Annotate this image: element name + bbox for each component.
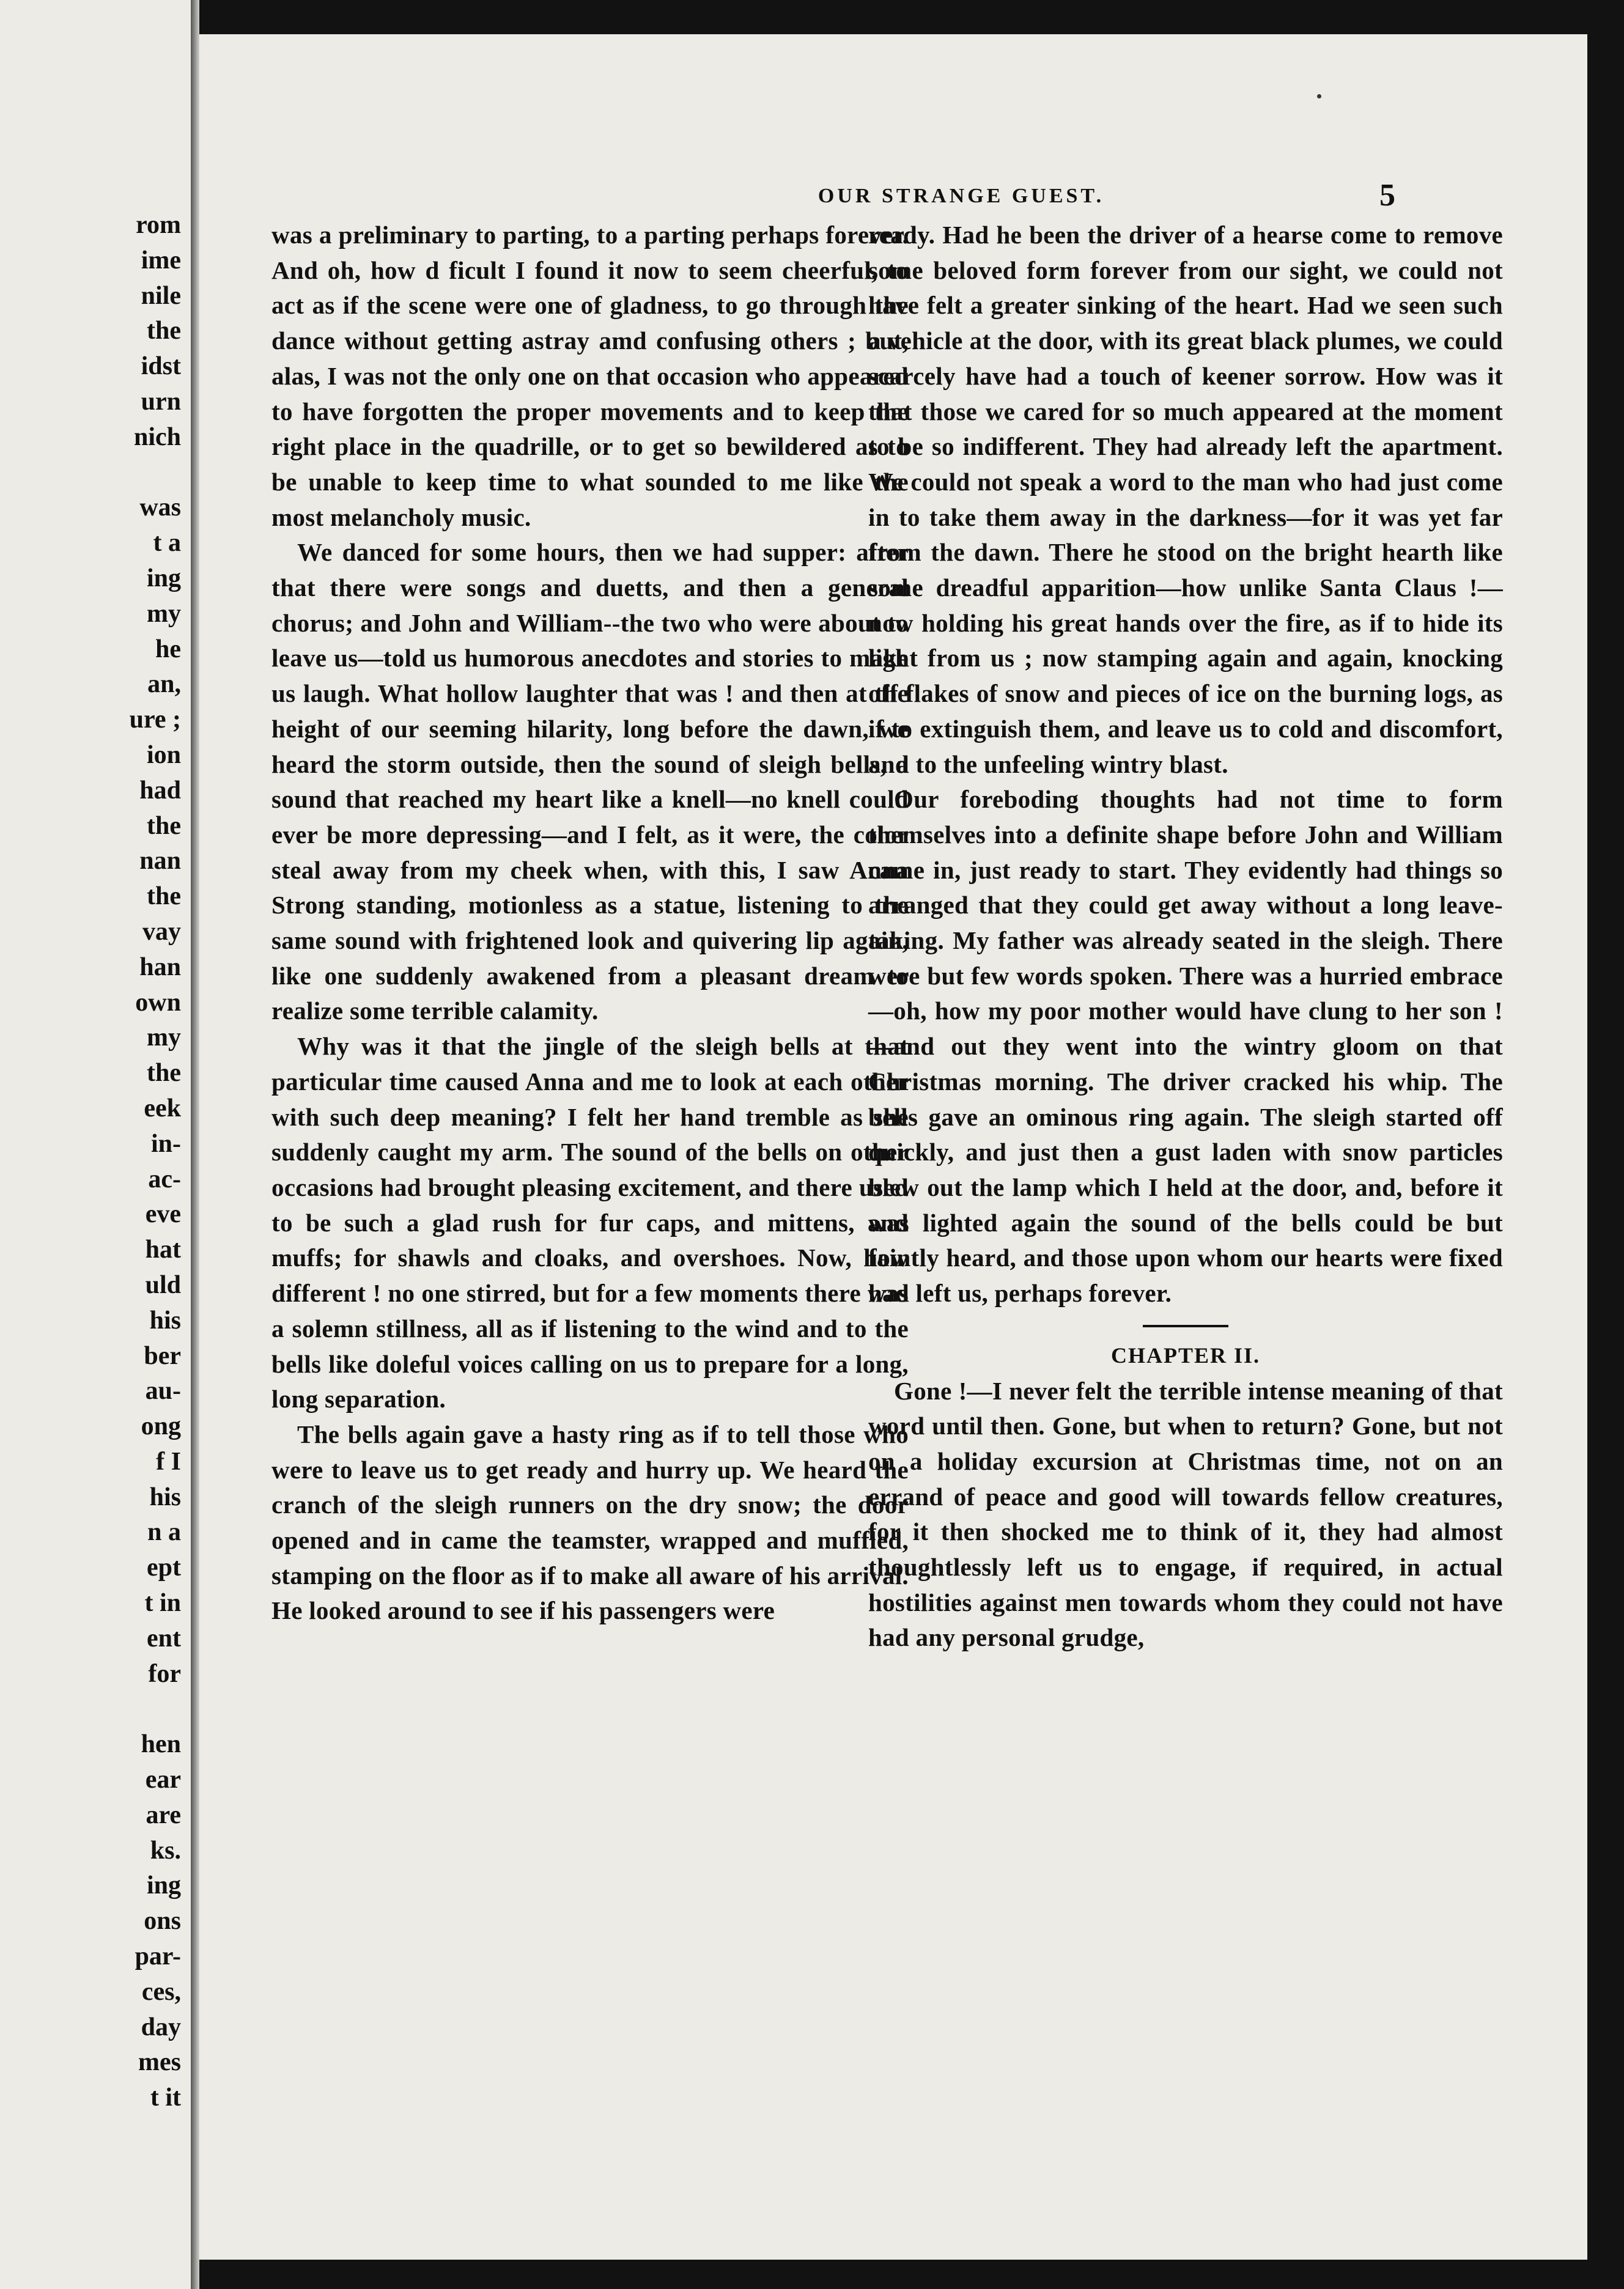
- edge-line: rom: [136, 211, 181, 239]
- edge-line: t in: [144, 1589, 181, 1618]
- edge-line: ept: [147, 1554, 181, 1582]
- left-page-edge: [0, 0, 194, 2289]
- edge-line: nich: [133, 422, 181, 451]
- edge-line: au-: [145, 1377, 181, 1406]
- edge-line: the: [147, 811, 181, 840]
- chapter-heading: CHAPTER II.: [1110, 1343, 1261, 1368]
- running-title: OUR STRANGE GUEST.: [818, 185, 1105, 207]
- edge-line: han: [139, 953, 181, 981]
- edge-line: ent: [147, 1624, 181, 1653]
- edge-line: my: [147, 599, 181, 628]
- edge-line: [0, 455, 181, 491]
- paragraph: Our foreboding thoughts had not time to form themselves into a definite shape before John and William came in, just ready to start. They evidently had things so arranged that they could get away without a long leave-taking. My father was already seated in the sleigh. There were but few words spoken. There was a hurried embrace—oh, how my poor mother would have clung to her son !—and out they went into the wintry gloom on that Christmas morning. The driver cracked his whip. The bells gave an ominous ring again. The sleigh started off quickly, and just then a gust laden with snow particles blew out the lamp which I held at the door, and, before it was lighted again the sound of the bells could be but faintly heard, and those upon whom our hearts were fixed had left us, perhaps forever.: [868, 785, 1503, 1308]
- paragraph: We danced for some hours, then we had supper: after that there were songs and duetts, and then a general chorus; and John and William--the two who were about to leave us—told us humorous anecdotes and stories to make us laugh. What hollow laughter that was ! and then at the height of our seeming hilarity, long before the dawn, we heard the storm outside, then the sound of sleigh bells, a sound that reached my heart like a knell—no knell could ever be more depressing—and I felt, as it were, the color steal away from my cheek when, with this, I saw Anna Strong standing, motionless as a statue, listening to the same sound with frightened look and quivering lip again, like one suddenly awakened from a pleasant dream to realize some terrible calamity.: [271, 538, 909, 1025]
- edge-line: he: [155, 635, 181, 663]
- edge-line: for: [148, 1659, 181, 1688]
- paragraph: Gone !—I never felt the terrible intense meaning of that word until then. Gone, but when to return? Gone, but not on a holiday excursion at Christmas time, not on an errand of peace and good will towards fellow creatures, for it then shocked me to think of it, they had almost thoughtlessly left us to engage, if required, in actual hostilities against men towards whom they could not have had any personal grudge,: [868, 1376, 1503, 1652]
- edge-line: t a: [153, 529, 181, 558]
- edge-line: vay: [142, 917, 181, 946]
- edge-line: his: [149, 1306, 181, 1335]
- edge-line: was: [139, 493, 181, 522]
- edge-line: the: [147, 882, 181, 911]
- edge-line: ion: [146, 740, 181, 769]
- paragraph: Why was it that the jingle of the sleigh bells at that particular time caused Anna and me to look at each other with such deep meaning? I felt her hand tremble as she suddenly caught my arm. The sound of the bells on other occasions had brought pleasing excitement, and there used to be such a glad rush for fur caps, and mittens, and muffs; for shawls and cloaks, and overshoes. Now, how different ! no one stirred, but for a few moments there was a solemn stillness, all as if listening to the wind and to the bells like doleful voices calling on us to prepare for a long, long separation.: [271, 1032, 909, 1414]
- edge-line: ac-: [148, 1165, 181, 1193]
- edge-line: ing: [146, 564, 181, 592]
- page-header: [199, 178, 1587, 221]
- edge-line: ong: [141, 1412, 181, 1441]
- edge-line: the: [147, 1059, 181, 1088]
- edge-line: eve: [145, 1200, 181, 1229]
- edge-line: f I: [156, 1447, 181, 1476]
- edge-line: uld: [145, 1270, 181, 1299]
- print-speck: [1317, 94, 1321, 98]
- edge-line: nan: [139, 847, 181, 875]
- edge-line: par-: [135, 1942, 181, 1971]
- section-divider: [1143, 1325, 1228, 1327]
- edge-line: ime: [141, 246, 181, 275]
- edge-line: day: [141, 2013, 181, 2041]
- paragraph: ready. Had he been the driver of a hearse come to remove some beloved form forever from our sight, we could not have felt a greater sinking of the heart. Had we seen such a vehicle at the door, with its great black plumes, we could scarcely have had a touch of keener sorrow. How was it that those we cared for so much appeared at the moment to be so indifferent. They had already left the apartment. We could not speak a word to the man who had just come in to take them away in the darkness—for it was yet far from the dawn. There he stood on the bright hearth like some dreadful apparition—how unlike Santa Claus !—now holding his great hands over the fire, as if to hide its light from us ; now stamping again and again, knocking off flakes of snow and pieces of ice on the burning logs, as if to extinguish them, and leave us to cold and discomfort, and to the unfeeling wintry blast.: [868, 221, 1503, 778]
- edge-line: mes: [138, 2048, 181, 2077]
- page-number: 5: [1379, 178, 1395, 213]
- edge-line: hen: [141, 1730, 181, 1759]
- edge-line: in-: [150, 1129, 181, 1158]
- paragraph: was a preliminary to parting, to a parting perhaps forever. And oh, how d ficult I found it now to seem cheerful, to act as if the scene were one of gladness, to go through the dance without getting astray amd confusing others ; but, alas, I was not the only one on that occasion who appeared to have forgotten the proper movements and to keep the right place in the quadrille, or to get so bewildered as to be unable to keep time to what sounded to me like the most melancholy music.: [271, 221, 909, 531]
- edge-line: idst: [141, 352, 181, 381]
- edge-line: urn: [141, 387, 181, 416]
- edge-line: ing: [146, 1871, 181, 1900]
- edge-line: ons: [144, 1907, 181, 1936]
- edge-line: ces,: [141, 1977, 181, 2006]
- page-gutter: [191, 0, 199, 2289]
- edge-line: [0, 1692, 181, 1727]
- edge-line: nile: [141, 281, 181, 310]
- edge-line: had: [139, 776, 181, 805]
- left-page-edge-text: [0, 208, 181, 2116]
- edge-line: the: [147, 317, 181, 345]
- edge-line: own: [135, 988, 181, 1017]
- edge-line: ber: [144, 1341, 181, 1370]
- edge-line: n a: [147, 1518, 181, 1547]
- edge-line: hat: [145, 1236, 181, 1264]
- edge-line: my: [147, 1023, 181, 1052]
- edge-line: an,: [147, 670, 181, 699]
- edge-line: his: [149, 1483, 181, 1511]
- edge-line: eek: [144, 1094, 181, 1122]
- paragraph: The bells again gave a hasty ring as if to tell those who were to leave us to get ready and hurry up. We heard the cranch of the sleigh runners on the dry snow; the door opened and in came the teamster, wrapped and muffled, stamping on the floor as if to make all aware of his arrival. He looked around to see if his passengers were: [271, 1420, 909, 1625]
- edge-line: t it: [150, 2084, 181, 2112]
- book-page: [199, 34, 1587, 2260]
- edge-line: ks.: [150, 1836, 181, 1865]
- edge-line: are: [146, 1801, 181, 1829]
- text-column-right: [868, 218, 1503, 1656]
- edge-line: ure ;: [129, 706, 181, 734]
- edge-line: ear: [145, 1766, 181, 1794]
- text-column-left: [271, 218, 909, 1629]
